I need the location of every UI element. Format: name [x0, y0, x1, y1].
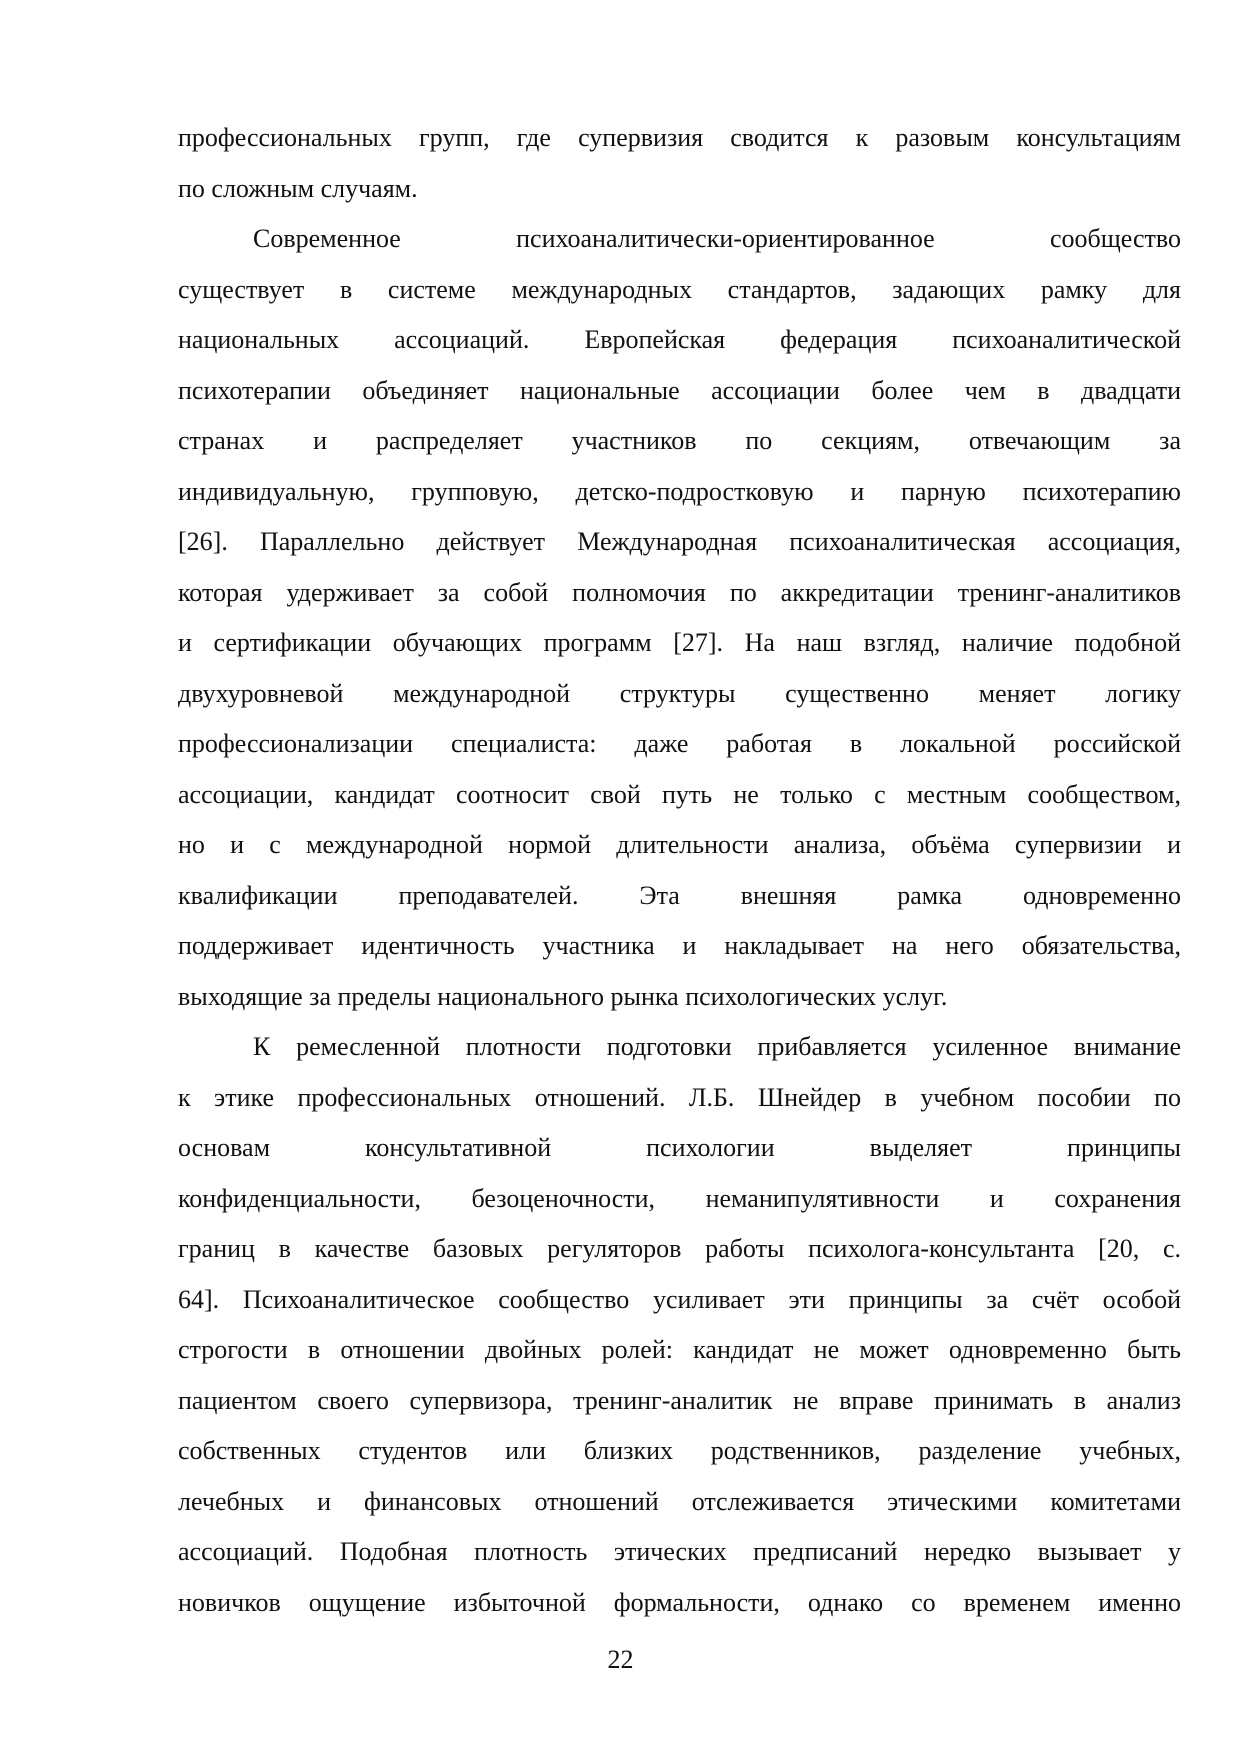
text-line: конфиденциальности, безоценочности, неманипулятивности и сохранения [178, 1183, 1181, 1213]
text-line: лечебных и финансовых отношений отслеживается этическими комитетами [178, 1486, 1181, 1516]
text-line: профессионализации специалиста: даже работая в локальной российской [178, 729, 1181, 758]
text-line: к этике профессиональных отношений. Л.Б. Шнейдер в учебном пособии по [178, 1082, 1181, 1112]
page-number: 22 [607, 1645, 634, 1674]
paragraph [178, 214, 1181, 1022]
text-line: существует в системе международных стандартов, задающих рамку для [178, 274, 1181, 304]
text-line: собственных студентов или близких родственников, разделение учебных, [178, 1436, 1181, 1465]
text-line: и сертификации обучающих программ [27]. На наш взгляд, наличие подобной [178, 628, 1181, 657]
text-line: национальных ассоциаций. Европейская федерация психоаналитической [178, 325, 1181, 354]
text-line: К ремесленной плотности подготовки прибавляется усиленное внимание [253, 1032, 1181, 1061]
text-line: квалификации преподавателей. Эта внешняя рамка одновременно [178, 880, 1181, 910]
text-line: ассоциации, кандидат соотносит свой путь не только с местным сообществом, [178, 779, 1181, 809]
text-line: 64]. Психоаналитическое сообщество усиливает эти принципы за счёт особой [178, 1284, 1181, 1314]
text-line: ассоциаций. Подобная плотность этических предписаний нередко вызывает у [178, 1537, 1181, 1566]
text-line: Современное психоаналитически-ориентированное сообщество [253, 224, 1181, 253]
text-line: странах и распределяет участников по секциям, отвечающим за [178, 426, 1181, 455]
text-line: но и с международной нормой длительности анализа, объёма супервизии и [178, 830, 1181, 859]
text-line: поддерживает идентичность участника и накладывает на него обязательства, [178, 931, 1181, 960]
text-line: пациентом своего супервизора, тренинг-аналитик не вправе принимать в анализ [178, 1385, 1181, 1415]
text-line: двухуровневой международной структуры существенно меняет логику [178, 678, 1181, 708]
text-line: выходящие за пределы национального рынка психологических услуг. [178, 981, 948, 1011]
paragraph [178, 1022, 1181, 1628]
text-line: по сложным случаям. [178, 173, 418, 203]
document-body [178, 113, 1181, 1628]
text-line: основам консультативной психологии выделяет принципы [178, 1133, 1181, 1162]
text-line: границ в качестве базовых регуляторов работы психолога-консультанта [20, с. [178, 1234, 1181, 1263]
paragraph [178, 113, 1181, 214]
text-line: профессиональных групп, где супервизия сводится к разовым консультациям [178, 123, 1181, 152]
text-line: психотерапии объединяет национальные ассоциации более чем в двадцати [178, 375, 1181, 405]
text-line: строгости в отношении двойных ролей: кандидат не может одновременно быть [178, 1335, 1181, 1364]
text-line: индивидуальную, групповую, детско-подростковую и парную психотерапию [178, 476, 1181, 506]
text-line: [26]. Параллельно действует Международная психоаналитическая ассоциация, [178, 527, 1181, 556]
text-line: новичков ощущение избыточной формальности, однако со временем именно [178, 1587, 1181, 1617]
text-line: которая удерживает за собой полномочия по аккредитации тренинг-аналитиков [178, 577, 1181, 607]
